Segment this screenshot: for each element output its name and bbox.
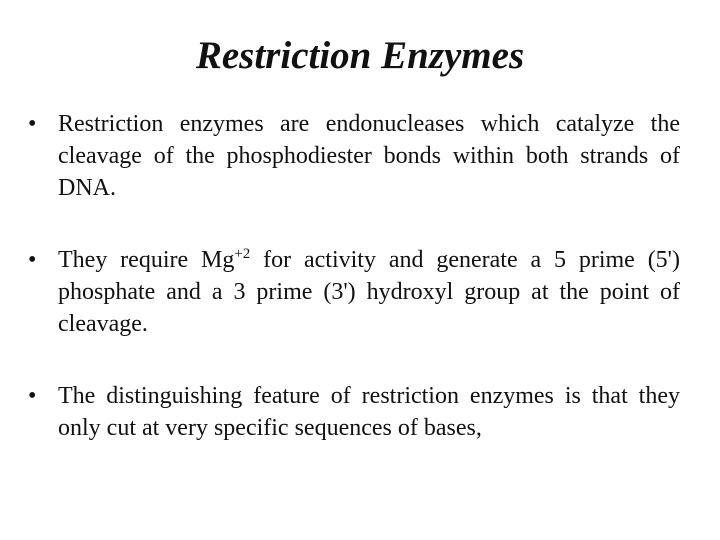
bullet-item	[28, 108, 680, 204]
bullet-text-part: for activity and generate a 5 prime (5') phosphate and a 3 prime (3') hydroxyl group at the point of cleavage.	[58, 247, 680, 337]
bullet-text-part: They require Mg	[58, 247, 235, 273]
bullet-item	[28, 244, 680, 340]
bullet-marker: •	[28, 383, 37, 409]
bullet-marker: •	[28, 111, 37, 137]
bullet-list	[28, 108, 680, 484]
superscript-charge: +2	[234, 246, 251, 262]
slide-title: Restriction Enzymes	[195, 34, 525, 77]
bullet-text: Restriction enzymes are endonucleases which catalyze the cleavage of the phosphodiester bonds within both strands of DNA.	[58, 111, 680, 201]
bullet-text	[58, 247, 680, 337]
bullet-item	[28, 380, 680, 444]
bullet-text: The distinguishing feature of restriction enzymes is that they only cut at very specific sequences of bases,	[58, 383, 680, 441]
bullet-marker: •	[28, 247, 37, 273]
